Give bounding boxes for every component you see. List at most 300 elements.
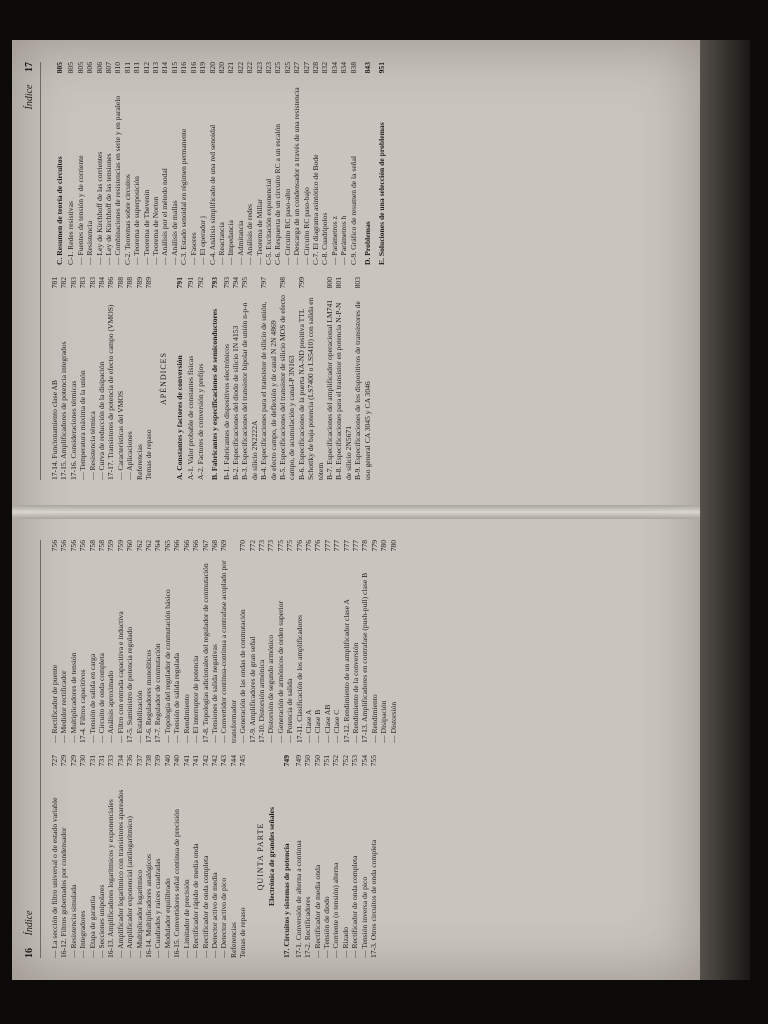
toc-entry-page: 766	[172, 540, 182, 552]
part-subtitle: Electrónica de grandes señales	[266, 807, 276, 906]
toc-entry-page: 806	[94, 62, 104, 74]
toc-entry	[210, 540, 219, 743]
toc-entry-page: 738	[144, 755, 154, 767]
toc-entry-title: B-7. Especificaciones del amplificador operacional LM741	[324, 299, 334, 480]
toc-entry-title: B-2. Especificaciones del diodo de silicio 1N 4153	[230, 325, 240, 480]
toc-entry-title: — Análisis de redes	[245, 204, 255, 265]
toc-entry-page: 734	[115, 755, 125, 767]
toc-entry-title: Referencias	[228, 922, 238, 958]
left-page	[12, 518, 700, 980]
toc-column	[50, 755, 688, 958]
toc-entry-page: 777	[332, 540, 342, 552]
toc-column	[50, 62, 688, 265]
toc-entry-page: 739	[153, 755, 163, 767]
toc-entry-page: 788	[125, 277, 135, 289]
toc-entry-page: 729	[59, 755, 69, 767]
toc-entry	[229, 755, 238, 958]
toc-entry	[78, 277, 87, 480]
toc-entry-title: — Rendimiento	[369, 694, 379, 743]
toc-entry-page: 805	[75, 62, 85, 74]
toc-entry	[245, 62, 254, 265]
toc-entry	[172, 540, 181, 743]
toc-entry	[113, 62, 122, 265]
toc-entry-title: — Rectificador de media onda	[312, 864, 322, 958]
toc-entry-title: — Descarga de un condensador a través de una resistencia	[292, 87, 302, 265]
toc-entry-title: — Rendimiento	[181, 694, 191, 743]
toc-entry-page: 951	[377, 62, 387, 74]
toc-entry	[97, 540, 106, 743]
toc-entry	[142, 62, 151, 265]
toc-entry-page: 834	[329, 62, 339, 74]
toc-entry	[264, 62, 273, 265]
toc-entry-page: 814	[160, 62, 170, 74]
toc-entry-title: — Análisis por el método nodal	[160, 168, 170, 265]
toc-entry-page: 756	[50, 540, 59, 552]
toc-entry	[135, 755, 144, 958]
page-edge-shadow	[700, 40, 750, 980]
toc-entry	[106, 277, 115, 480]
toc-entry-title: — Clase B	[313, 709, 323, 743]
toc-entry	[76, 62, 85, 265]
toc-entry-page: 762	[144, 540, 154, 552]
toc-entry	[302, 62, 311, 265]
toc-entry-title: C-1. Redes resistivas	[66, 201, 76, 265]
toc-entry-page: 825	[282, 62, 292, 74]
toc-entry-page: 822	[245, 62, 255, 74]
toc-entry-page: 801	[334, 277, 344, 289]
toc-entry-title: — Detector activo de media	[209, 872, 219, 958]
toc-entry-title: B. Fabricantes y especificaciones de semiconductores	[210, 308, 220, 480]
toc-entry-page: 828	[310, 62, 320, 74]
toc-entry-page: 834	[339, 62, 349, 74]
toc-entry-title: B-3. Especificaciones del transistor bipolar de unión n-p-n de silicio 2N2222A	[240, 302, 259, 480]
toc-entry	[226, 62, 235, 265]
toc-entry	[349, 62, 358, 265]
toc-entry-title: 16-13. Amplificadores logarítmicos y exponenciales	[106, 799, 116, 958]
toc-entry-title: — Análisis de mallas	[169, 200, 179, 265]
toc-entry-title: — Resistencia simulada	[68, 884, 78, 958]
toc-entry-title: — Circuito de onda completa	[97, 653, 107, 743]
toc-entry-page: 838	[348, 62, 358, 74]
toc-entry-page: 766	[191, 540, 201, 552]
toc-entry	[160, 62, 169, 265]
toc-entry-title: Temas de repaso	[144, 429, 154, 480]
toc-entry-page: 791	[186, 277, 196, 289]
toc-entry-title: 17-17. Transistores de potencia de efecto campo (VMOS)	[106, 304, 116, 480]
toc-entry-page: 792	[195, 277, 205, 289]
toc-entry-page: 800	[324, 277, 334, 289]
toc-entry-title: C. Resumen de teoría de circuitos	[55, 156, 64, 265]
left-page-number: 16	[24, 948, 35, 958]
toc-entry-page: 832	[320, 62, 330, 74]
toc-entry-title: — Teorema de Millar	[254, 199, 264, 265]
toc-entry-page: 811	[132, 62, 142, 74]
toc-entry	[278, 277, 297, 480]
toc-entry-title: — Generación de las ondas de conmutación	[238, 609, 248, 743]
toc-entry-title: — Amplificador logarítmico con transistores apareados	[115, 789, 125, 958]
toc-entry	[320, 62, 329, 265]
toc-entry-title: Temas de repaso	[238, 907, 248, 958]
toc-entry-title: — Integradores	[78, 910, 88, 958]
toc-entry-page: 793	[210, 277, 220, 289]
toc-entry-title: B-1. Fabricantes de dispositivos electrónicos	[221, 343, 231, 480]
toc-entry-page: 821	[226, 62, 236, 74]
toc-entry	[248, 540, 257, 743]
toc-entry	[85, 62, 94, 265]
toc-entry-title: — Aplicaciones	[125, 431, 135, 480]
toc-entry-title: — Convertidor continua-continua a contrafase acoplado por transformador	[219, 560, 238, 743]
toc-entry-page: 816	[179, 62, 189, 74]
toc-entry-title: — Multiplicadores de tensión	[68, 652, 78, 743]
toc-entry	[325, 277, 334, 480]
toc-entry-title: — Resistencia térmica	[87, 411, 97, 480]
toc-entry-title: — Fuentes de tensión y de corriente	[75, 155, 85, 265]
toc-entry-title: B-5. Especificaciones del transistor de silicio MOS de efecto campo, de acumulación y canal-P 3N163	[277, 295, 297, 480]
toc-entry	[95, 62, 104, 265]
toc-entry-title: — El interruptor de potencia	[191, 655, 201, 743]
toc-entry-page: 776	[294, 540, 304, 552]
toc-entry-page: 815	[169, 62, 179, 74]
toc-entry-title: — Multiplicador logarítmico	[134, 869, 144, 958]
toc-entry	[125, 277, 134, 480]
toc-entry	[179, 62, 188, 265]
right-running-title: Índice	[24, 84, 35, 110]
toc-entry	[163, 755, 172, 958]
toc-entry-page: 751	[321, 755, 331, 767]
toc-entry	[238, 755, 247, 958]
toc-entry	[323, 540, 332, 743]
toc-entry	[330, 62, 339, 265]
toc-entry-page: 764	[153, 540, 163, 552]
toc-entry-title: — Temperatura máxima de la unión	[78, 370, 88, 480]
toc-entry	[389, 540, 398, 743]
toc-entry-title: — Teorema de superposición	[132, 176, 142, 265]
toc-entry-page: 813	[151, 62, 161, 74]
toc-section	[282, 755, 291, 958]
toc-entry-page: 768	[209, 540, 219, 552]
toc-entry-page: 795	[240, 277, 250, 289]
toc-entry	[116, 277, 125, 480]
toc-entry	[88, 277, 97, 480]
toc-entry-page: 753	[350, 755, 360, 767]
toc-entry-title: — Estabilización	[134, 690, 144, 743]
toc-entry	[97, 277, 106, 480]
toc-entry	[191, 540, 200, 743]
toc-entry-title: C-3. Estado senoidal en régimen permanente	[179, 128, 189, 265]
toc-entry-title: 17. Circuitos y sistemas de potencia	[282, 843, 292, 958]
toc-entry-page: 777	[322, 540, 332, 552]
toc-entry-page: 782	[59, 277, 69, 289]
toc-entry-title: — Circuito RC paso-alto	[282, 188, 292, 265]
toc-entry-title: — Cuadrados y raíces cuadradas	[153, 858, 163, 958]
toc-entry-page: 820	[216, 62, 226, 74]
toc-entry	[341, 755, 350, 958]
toc-entry-title: — Admitancia	[235, 220, 245, 265]
toc-entry-page: 770	[238, 540, 248, 552]
toc-entry-title: — Tensión de salida en carga	[87, 653, 97, 743]
toc-entry	[332, 540, 341, 743]
toc-entry-title: 17-2. Rectificadores	[303, 896, 313, 958]
toc-entry-page: 789	[134, 277, 144, 289]
toc-entry-page: 729	[68, 755, 78, 767]
toc-entry-title: — Detector activo de pico	[219, 877, 229, 958]
toc-entry-title: — Impedancia	[226, 220, 236, 265]
toc-entry-page: 733	[106, 755, 116, 767]
toc-entry-page: 775	[275, 540, 285, 552]
toc-entry	[172, 755, 181, 958]
toc-entry	[331, 755, 340, 958]
toc-entry-page: 788	[115, 277, 125, 289]
toc-entry-page: 807	[104, 62, 114, 74]
toc-entry	[313, 755, 322, 958]
toc-entry-title: C-4. Análisis simplificado de una red senoidal	[207, 124, 217, 265]
toc-section	[175, 277, 184, 480]
toc-entry	[201, 540, 210, 743]
toc-entry	[311, 62, 320, 265]
toc-entry-title: 17-12. Rendimiento de un amplificador clase A	[341, 598, 351, 743]
toc-entry-title: 16-14. Multiplicadores analógicos	[144, 854, 154, 958]
toc-entry	[106, 540, 115, 743]
toc-entry-page: 765	[162, 540, 172, 552]
toc-entry-page: 766	[181, 540, 191, 552]
toc-entry-title: — Potencia de salida	[285, 678, 295, 743]
toc-entry	[189, 62, 198, 265]
toc-entry	[240, 277, 259, 480]
right-page-number: 17	[24, 62, 35, 72]
toc-entry	[125, 540, 134, 743]
toc-entry	[151, 62, 160, 265]
toc-entry-page: 749	[293, 755, 303, 767]
toc-entry-title: A-1. Valor probable de constantes físicas	[186, 355, 196, 480]
toc-entry-page: 754	[359, 755, 369, 767]
toc-entry-title: 17-10. Distorsión armónica	[256, 659, 266, 743]
toc-entry	[163, 540, 172, 743]
toc-entry-title: 17-14. Funcionamiento clase AB	[50, 380, 59, 480]
toc-entry	[322, 755, 331, 958]
toc-entry	[116, 755, 125, 958]
toc-entry-title: A. Constantes y factores de conversión	[174, 355, 184, 480]
toc-entry-title: A-2. Factores de conversión y prefijos	[195, 363, 205, 480]
toc-entry-page: 822	[235, 62, 245, 74]
toc-entry-page: 752	[340, 755, 350, 767]
toc-entry-page: 783	[78, 277, 88, 289]
toc-entry-page: 783	[87, 277, 97, 289]
toc-entry-title: C-8. Cuadripolos	[320, 212, 330, 265]
toc-entry-title: — Rectificador rápido de media onda	[191, 843, 201, 958]
toc-entry-title: — Disipación	[379, 700, 389, 743]
toc-entry-title: — Distorsión	[388, 701, 398, 743]
toc-entry	[59, 755, 68, 958]
toc-entry-page: 762	[134, 540, 144, 552]
toc-entry	[66, 62, 75, 265]
toc-entry-title: — Tensión de salida regulada	[172, 652, 182, 743]
toc-entry	[360, 755, 369, 958]
toc-entry-title: — La sección de filtro universal o de estado variable	[50, 797, 59, 958]
toc-entry-title: — Distorsión de segundo armónico	[266, 635, 276, 743]
toc-entry-page: 776	[303, 540, 313, 552]
toc-entry-title: 17-3. Otros circuitos de onda completa	[369, 839, 378, 958]
toc-entry-title: 17-6. Reguladores monolíticos	[144, 649, 154, 743]
toc-entry	[78, 540, 87, 743]
toc-entry-page: 780	[379, 540, 389, 552]
left-running-head	[24, 540, 41, 958]
toc-entry-page: 823	[254, 62, 264, 74]
toc-entry-page: 797	[259, 277, 269, 289]
toc-entry-page: 791	[174, 277, 184, 289]
toc-entry-title: C-9. Gráfico de resumen de la señal	[348, 155, 358, 265]
toc-entry-page: 750	[312, 755, 322, 767]
toc-entry-page: 789	[144, 277, 154, 289]
toc-entry	[304, 540, 313, 743]
toc-entry-page: 773	[256, 540, 266, 552]
toc-entry-page: 778	[360, 540, 370, 552]
rotated-spread	[12, 40, 700, 980]
toc-entry	[353, 277, 372, 480]
toc-entry-title: — Curva de reducción de la disipación	[97, 361, 107, 480]
toc-entry	[144, 540, 153, 743]
toc-entry-page: 827	[301, 62, 311, 74]
toc-entry-title: — Teorema de Thevenin	[141, 189, 151, 265]
toc-entry-page: 784	[97, 277, 107, 289]
toc-entry-title: 17-15. Amplificadores de potencia integrados	[59, 341, 69, 480]
toc-entry-title: 17-16. Consideraciones térmicas	[68, 380, 78, 480]
toc-entry	[170, 62, 179, 265]
toc-entry-title: C-7. El diagrama asintótico de Bode	[310, 154, 320, 265]
toc-entry	[69, 540, 78, 743]
toc-entry	[295, 540, 304, 743]
toc-entry	[236, 62, 245, 265]
toc-entry-title: — Rectificador de onda completa	[350, 855, 360, 958]
toc-entry-page: 741	[181, 755, 191, 767]
appendices-heading: APÉNDICES	[159, 352, 169, 406]
toc-entry-page: 756	[68, 540, 78, 552]
toc-entry-page: 727	[50, 755, 59, 767]
toc-entry	[50, 540, 59, 743]
part-heading: QUINTA PARTE	[255, 822, 265, 891]
toc-entry-page: 731	[97, 755, 107, 767]
toc-entry-title: 17-4. Filtros capacitivos	[78, 669, 88, 743]
toc-entry	[153, 755, 162, 958]
toc-entry-title: — Corriente (o tensión) alterna	[331, 862, 341, 958]
left-page-columns	[50, 540, 688, 958]
toc-entry-title: B-8. Especificaciones para el transistor en potencia N-P-N de silicio 2N5671	[334, 302, 353, 480]
toc-entry	[360, 540, 369, 743]
toc-entry-title: — Limitador de precisión	[181, 879, 191, 958]
toc-entry-title: B-9. Especificaciones de los dispositivos de transistores de uso general CA 3045 y CA 3046	[353, 301, 372, 480]
toc-entry	[334, 277, 353, 480]
toc-entry	[78, 755, 87, 958]
toc-entry-page: 767	[200, 540, 210, 552]
toc-entry-title: — Clase C	[332, 709, 342, 743]
toc-entry-page: 776	[313, 540, 323, 552]
toc-entry	[238, 540, 247, 743]
toc-entry-title: — Topología del regulador de conmutación básico	[162, 589, 172, 743]
toc-entry-page: 777	[341, 540, 351, 552]
toc-entry-page: 793	[221, 277, 231, 289]
toc-entry	[339, 62, 348, 265]
toc-entry-title: 17-13. Amplificadores en contrafase (push-pull) clase B	[360, 572, 370, 743]
toc-entry-page: 756	[78, 540, 88, 552]
toc-entry-title: 17-1. Conversión de alterna a continua	[293, 840, 303, 958]
toc-entry-page: 750	[303, 755, 313, 767]
toc-entry-title: — El operador j	[198, 215, 208, 265]
toc-entry	[255, 62, 264, 265]
toc-entry	[50, 755, 59, 958]
toc-entry	[132, 62, 141, 265]
toc-entry-page: 745	[238, 755, 248, 767]
toc-entry-page: 805	[66, 62, 76, 74]
toc-entry	[350, 755, 359, 958]
toc-entry-title: 17-7. Regulador de conmutación	[153, 643, 163, 743]
toc-entry	[50, 277, 59, 480]
toc-entry	[219, 540, 238, 743]
toc-entry-page: 740	[172, 755, 182, 767]
toc-entry	[217, 62, 226, 265]
toc-entry-title: C-5. Excitación exponencial	[263, 178, 273, 265]
toc-entry	[273, 62, 282, 265]
toc-entry-page: 786	[106, 277, 116, 289]
toc-section	[210, 277, 219, 480]
toc-entry-page: 752	[331, 755, 341, 767]
toc-entry	[294, 755, 303, 958]
toc-entry-title: — Medidor rectificador	[59, 670, 69, 743]
toc-entry-title: — Resistencia	[85, 220, 95, 265]
toc-entry-title: — Filtro con entrada capacitiva e inductiva	[115, 611, 125, 743]
toc-entry	[297, 277, 325, 480]
toc-entry	[257, 540, 266, 743]
toc-entry-title: — Generación de armónicos de orden superior	[275, 600, 285, 743]
toc-entry-title: C-6. Respuesta de un circuito RC a un escalón	[273, 123, 283, 265]
toc-entry-page: 736	[125, 755, 135, 767]
toc-entry	[59, 540, 68, 743]
toc-entry-page: 823	[263, 62, 273, 74]
toc-entry-page: 743	[219, 755, 229, 767]
toc-column	[50, 540, 688, 743]
toc-section	[363, 62, 372, 265]
toc-entry-title: — Fasores	[188, 232, 198, 265]
toc-entry-page: 759	[115, 540, 125, 552]
toc-entry-title: — Rizado	[340, 926, 350, 958]
toc-entry-title: — Reactancia	[216, 222, 226, 265]
toc-entry	[69, 277, 78, 480]
toc-entry-title: C-2. Teoremas sobre circuitos	[122, 174, 132, 265]
toc-entry	[144, 755, 153, 958]
toc-entry-page: 759	[106, 540, 116, 552]
toc-entry-page: 758	[97, 540, 107, 552]
toc-entry-page: 772	[247, 540, 257, 552]
toc-entry-title: — Rectificador de onda completa	[200, 855, 210, 958]
toc-entry	[144, 277, 153, 480]
left-running-title: Índice	[24, 910, 35, 936]
toc-entry	[379, 540, 388, 743]
toc-entry	[369, 755, 378, 958]
toc-entry-title: — Ley de Kirchhoff de las tensiones	[104, 153, 114, 265]
toc-entry	[351, 540, 360, 743]
toc-entry	[125, 755, 134, 958]
toc-entry-page: 805	[55, 62, 64, 74]
toc-entry-title: — Modulador equilibrado	[162, 878, 172, 958]
toc-entry-title: — Secciones unipolares	[97, 884, 107, 958]
toc-entry	[283, 62, 292, 265]
toc-entry	[106, 755, 115, 958]
toc-entry-page: 769	[219, 540, 229, 552]
toc-entry	[88, 540, 97, 743]
right-running-head	[24, 62, 41, 480]
toc-entry-page: 742	[200, 755, 210, 767]
toc-entry-page: 811	[122, 62, 132, 74]
toc-entry	[201, 755, 210, 958]
toc-entry	[210, 755, 219, 958]
